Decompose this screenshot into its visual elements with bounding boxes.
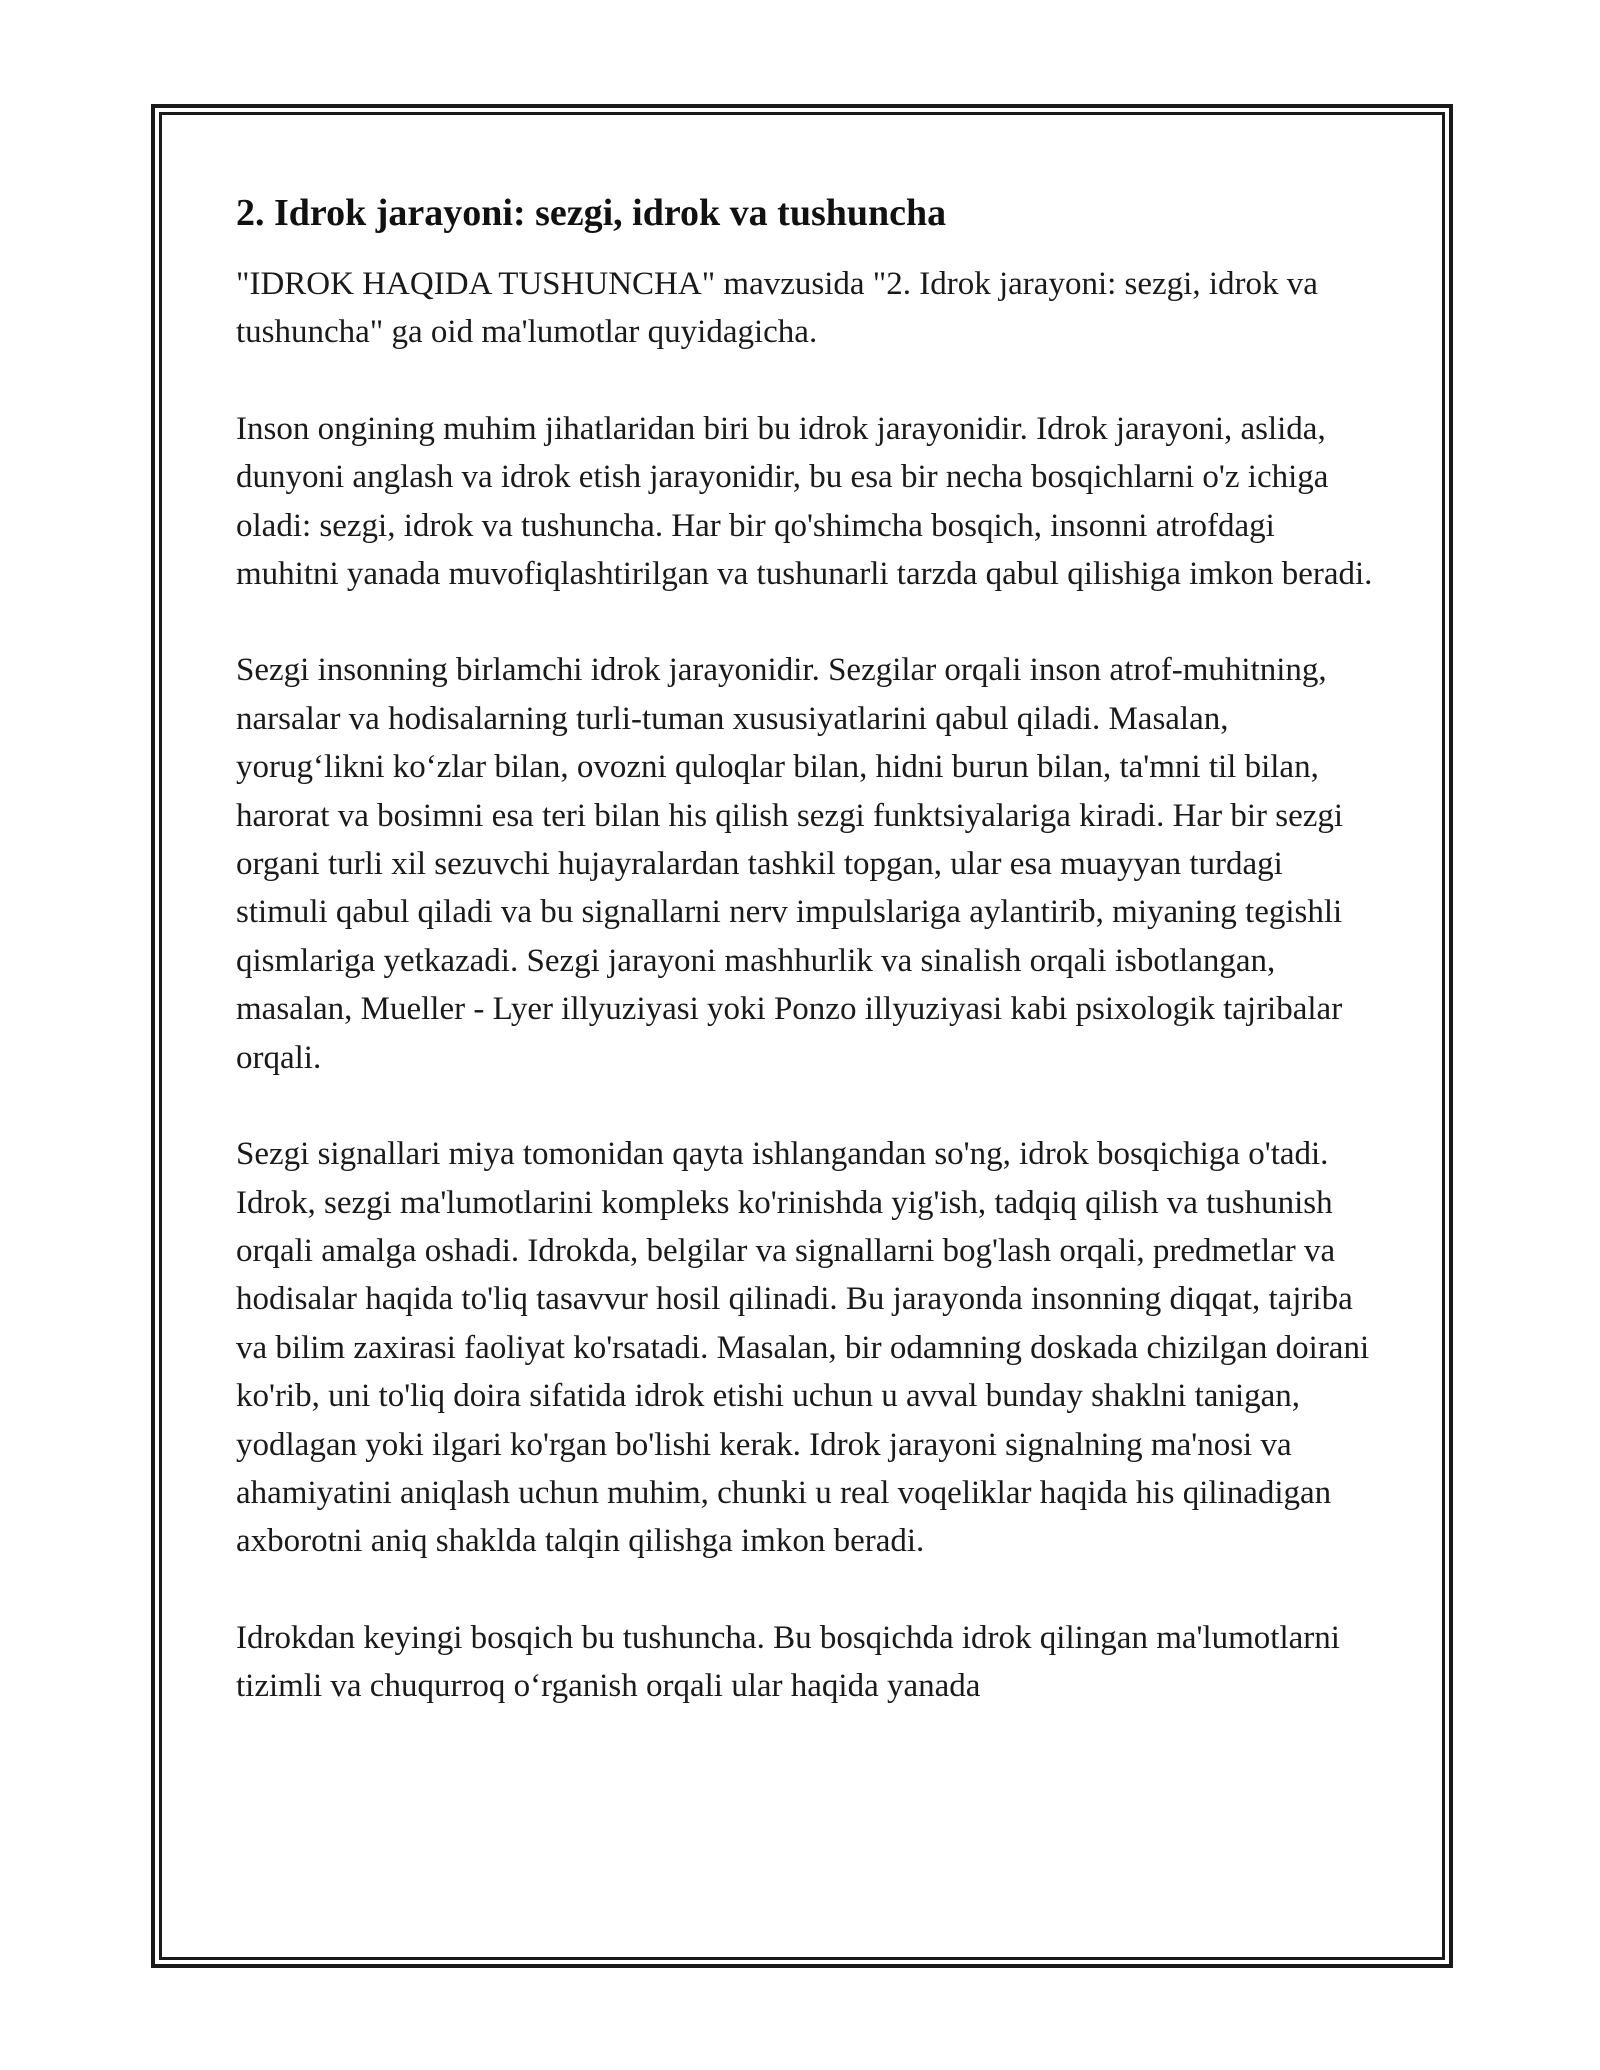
paragraph-idrok-overview: Inson ongining muhim jihatlaridan biri bu idrok jarayonidir. Idrok jarayoni, aslida, dunyoni anglash va idrok etish jarayonidir, bu esa bir necha bosqichlarni o'z ichiga oladi: sezgi, idrok va tushuncha. Har bir qo'shimcha bosqich, insonni atrofdagi muhitni yanada muvofiqlashtirilgan va tushunarli tarzda qabul qilishiga imkon beradi. — [236, 410, 1373, 593]
paragraph-sezgi: Sezgi insonning birlamchi idrok jarayonidir. Sezgilar orqali inson atrof-muhitning, narsalar va hodisalarning turli-tuman xususiyatlarini qabul qiladi. Masalan, yorug‘likni ko‘zlar bilan, ovozni quloqlar bilan, hidni burun bilan, ta'mni til bilan, harorat va bosimni esa teri bilan his qilish sezgi funktsiyalariga kiradi. Har bir sezgi organi turli xil sezuvchi hujayralardan tashkil topgan, ular esa muayyan turdagi stimuli qabul qiladi va bu signallarni nerv impulslariga aylantirib, miyaning tegishli qismlariga yetkazadi. Sezgi jarayoni mashhurlik va sinalish orqali isbotlangan, masalan, Mueller - Lyer illyuziyasi yoki Ponzo illyuziyasi kabi psixologik tajribalar orqali. — [236, 652, 1344, 1076]
section-heading: 2. Idrok jarayoni: sezgi, idrok va tushuncha — [236, 192, 947, 234]
document-body — [236, 188, 1376, 1711]
paragraph-idrok-stage: Sezgi signallari miya tomonidan qayta ishlangandan so'ng, idrok bosqichiga o'tadi. Idrok, sezgi ma'lumotlarini kompleks ko'rinishda yig'ish, tadqiq qilish va tushunish orqali amalga oshadi. Idrokda, belgilar va signallarni bog'lash orqali, predmetlar va hodisalar haqida to'liq tasavvur hosil qilinadi. Bu jarayonda insonning diqqat, tajriba va bilim zaxirasi faoliyat ko'rsatadi. Masalan, bir odamning doskada chizilgan doirani ko'rib, uni to'liq doira sifatida idrok etishi uchun u avval bunday shaklni tanigan, yodlagan yoki ilgari ko'rgan bo'lishi kerak. Idrok jarayoni signalning ma'nosi va ahamiyatini aniqlash uchun muhim, chunki u real voqeliklar haqida his qilinadigan axborotni aniq shaklda talqin qilishga imkon beradi. — [236, 1136, 1370, 1560]
paragraph-tushuncha: Idrokdan keyingi bosqich bu tushuncha. Bu bosqichda idrok qilingan ma'lumotlarni tizimli va chuqurroq o‘rganish orqali ular haqida yanada — [236, 1619, 1340, 1705]
intro-paragraph: "IDROK HAQIDA TUSHUNCHA" mavzusida "2. Idrok jarayoni: sezgi, idrok va tushuncha" ga oid ma'lumotlar quyidagicha. — [236, 266, 1318, 351]
